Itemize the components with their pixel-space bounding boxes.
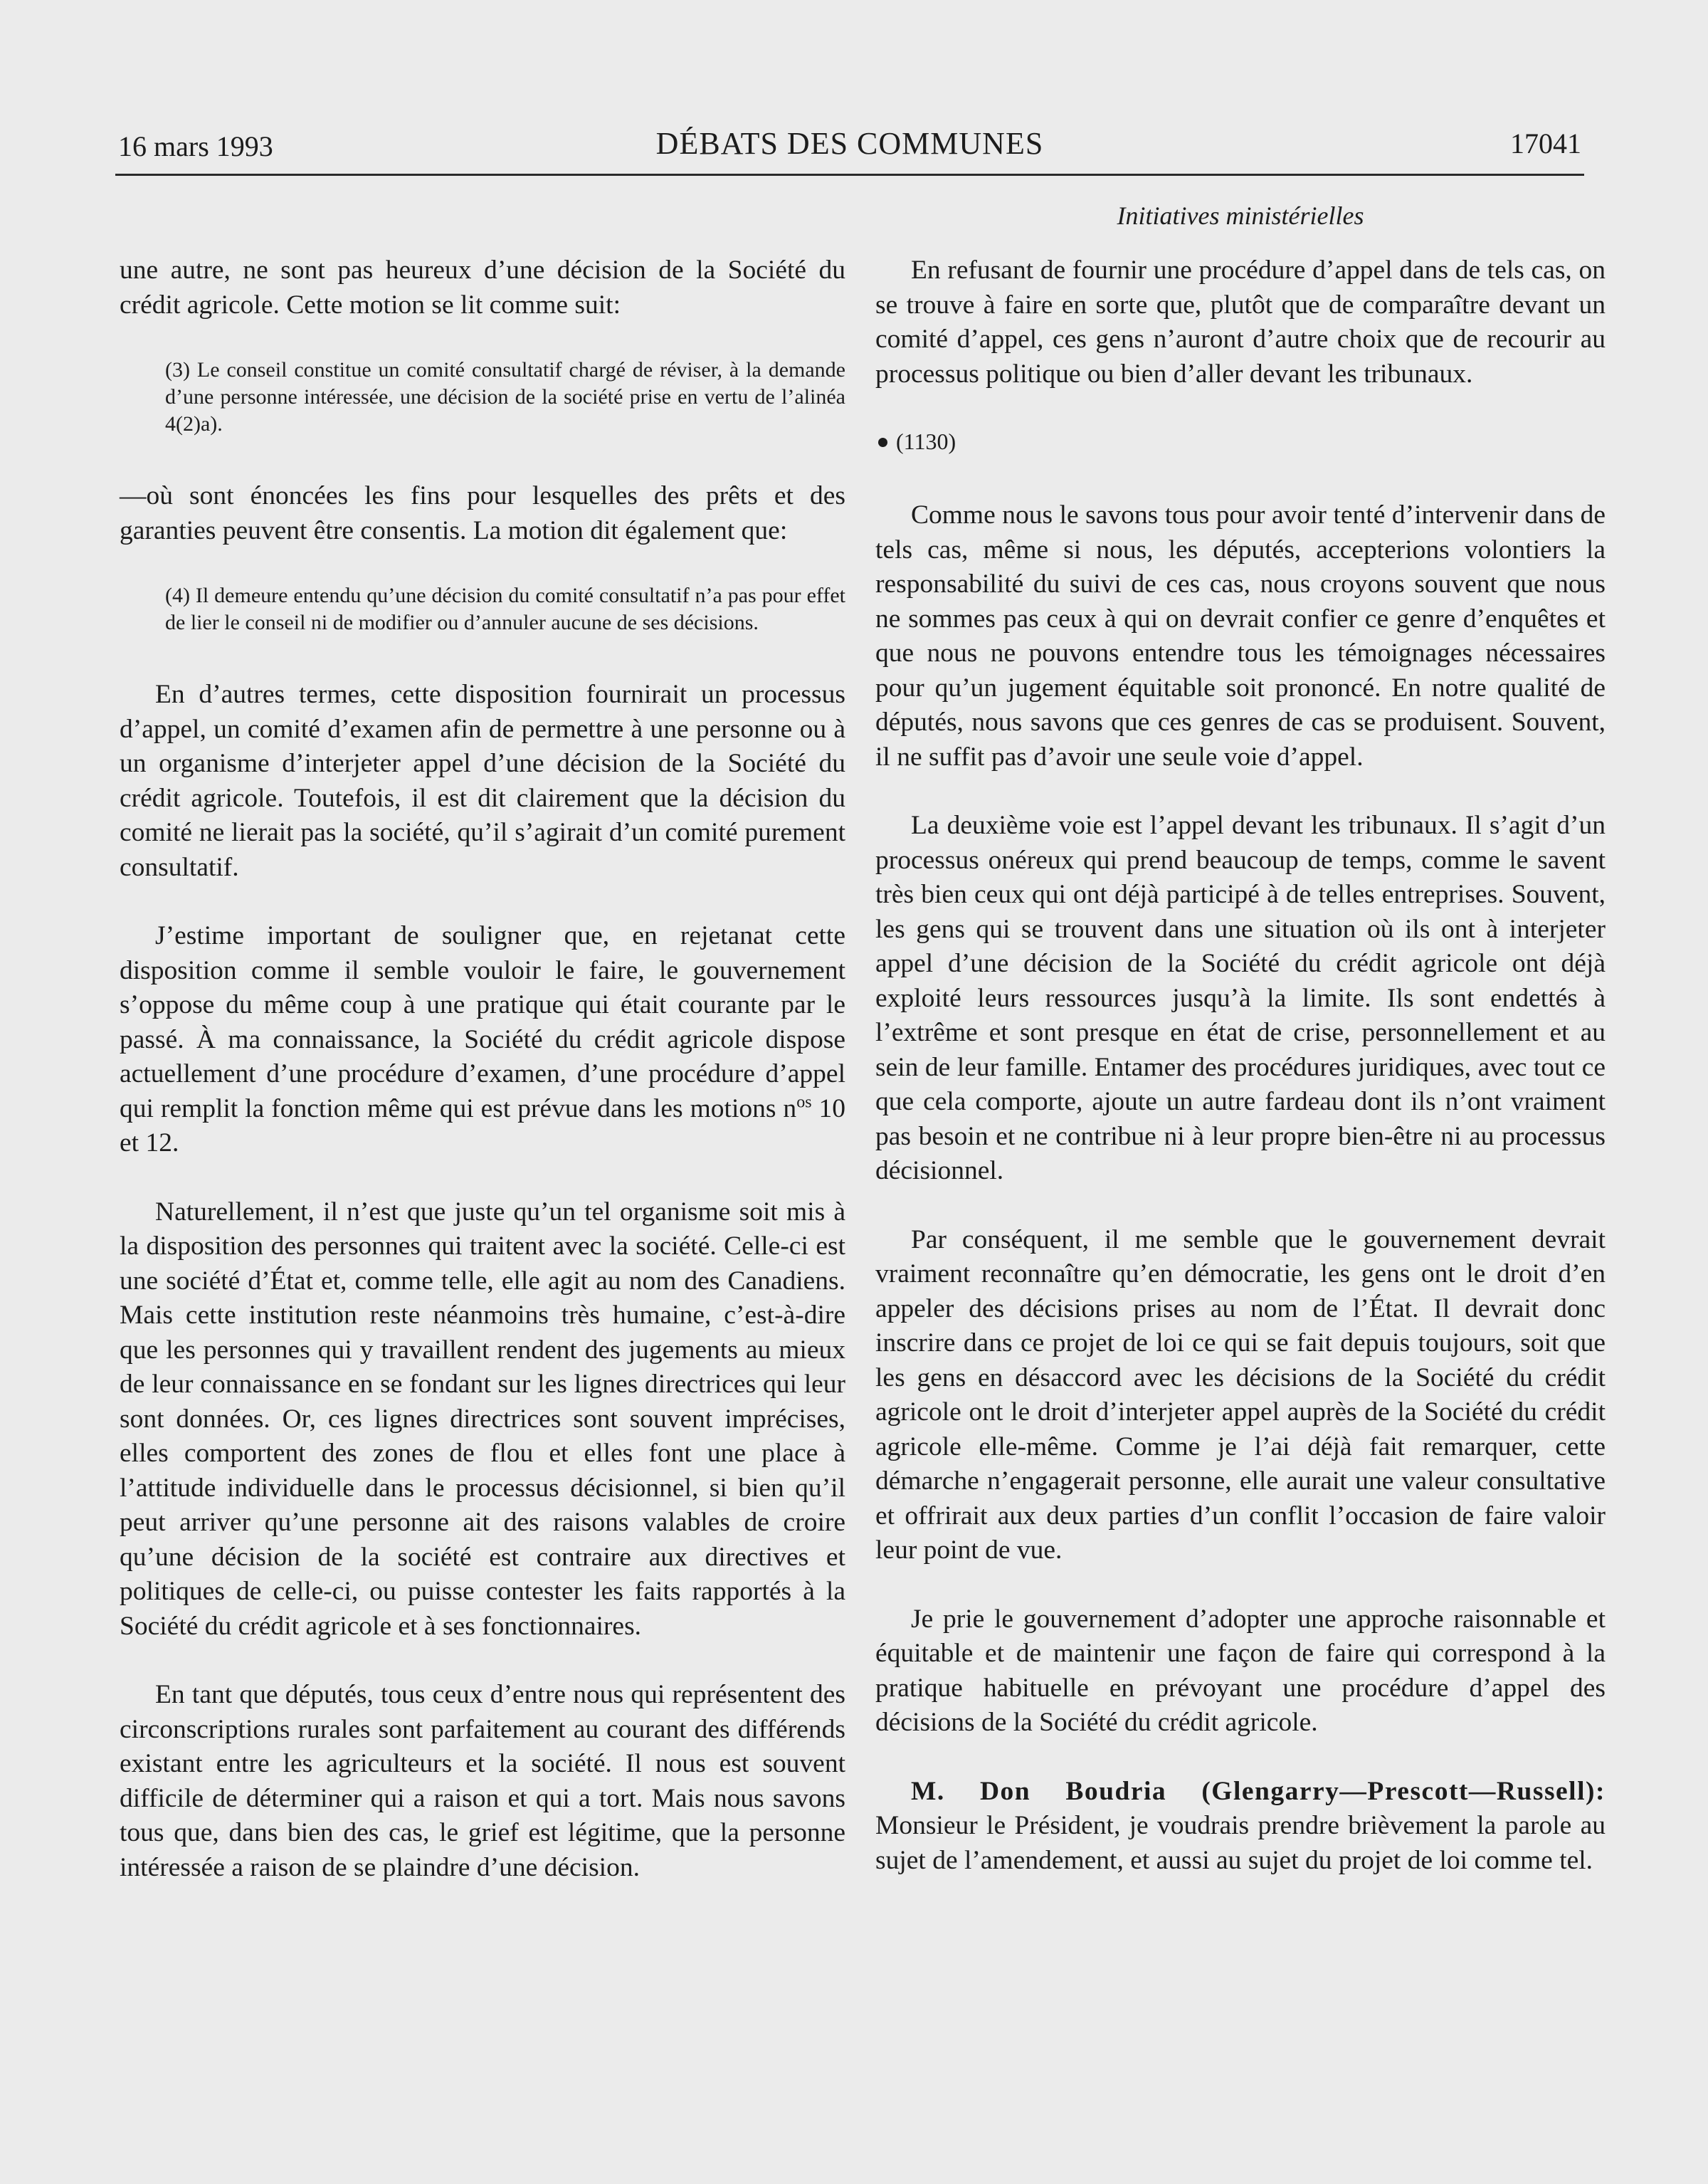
paragraph-text: 10 et 12. bbox=[120, 1093, 846, 1157]
superscript: os bbox=[796, 1093, 812, 1111]
paragraph: —où sont énoncées les fins pour lesquelles des prêts et des garanties peuvent être consentis. La motion dit également que: bbox=[120, 481, 845, 545]
paragraph: En refusant de fournir une procédure d’appel dans de tels cas, on se trouve à faire en sorte que, plutôt que de comparaître devant un comité d’appel, ces gens n’auront d’autre choix que de recourir au processus politique ou bien d’aller devant les tribunaux. bbox=[875, 256, 1606, 389]
header-title: DÉBATS DES COMMUNES bbox=[655, 126, 1044, 161]
paragraph: Par conséquent, il me semble que le gouvernement devrait vraiment reconnaître qu’en démocratie, les gens ont le droit d’en appeler des décisions prises au nom de l’État. Il devrait donc inscrire dans ce projet de loi ce qui se fait depuis toujours, soit que les gens en désaccord avec les décisions de la Société du crédit agricole ont le droit d’interjeter appel auprès de la Société du crédit agricole elle-même. Comme je l’ai déjà fait remarquer, cette démarche n’engagerait personne, elle aurait une valeur consultative et offrirait aux deux parties d’un conflit l’occasion de faire valoir leur point de vue. bbox=[875, 1224, 1606, 1565]
page-header bbox=[115, 125, 1584, 176]
paragraph-text: J’estime important de souligner que, en rejetanat cette disposition comme il semble vouloir le faire, le gouvernement s’oppose du même coup à une pratique qui était courante par le passé. À ma connaissance, la Société du crédit agricole dispose actuellement d’une procédure d’examen, d’une procédure d’appel qui remplit la fonction même qui est prévue dans les motions n bbox=[120, 921, 845, 1123]
paragraph: une autre, ne sont pas heureux d’une décision de la Société du crédit agricole. Cette motion se lit comme suit: bbox=[120, 256, 845, 320]
speaker-name: M. Don Boudria (Glengarry—Prescott—Russell): bbox=[911, 1776, 1606, 1806]
section-label: Initiatives ministérielles bbox=[1117, 201, 1364, 230]
paragraph: La deuxième voie est l’appel devant les tribunaux. Il s’agit d’un processus onéreux qui prend beaucoup de temps, comme le savent très bien ceux qui ont déjà participé à de telles entreprises. Souvent, les gens qui se trouvent dans une situation où ils ont à interjeter appel d’une décision de la Société du crédit agricole ont déjà exploité leurs ressources jusqu’à la limite. Ils sont endettés à l’extrême et sont presque en état de crise, personnellement et au sein de leur famille. Entamer des procédures juridiques, avec tout ce que cela comporte, ajoute un autre fardeau dont ils n’ont vraiment pas besoin et ne contribue ni à leur propre bien-être ni au processus décisionnel. bbox=[875, 811, 1606, 1185]
quoted-motion: (3) Le conseil constitue un comité consultatif chargé de réviser, à la demande d’une personne intéressée, une décision de la société prise en vertu de l’alinéa 4(2)a). bbox=[165, 358, 845, 436]
quoted-motion: (4) Il demeure entendu qu’une décision du comité consultatif n’a pas pour effet de lier le conseil ni de modifier ou d’annuler aucune de ses décisions. bbox=[165, 584, 845, 634]
paragraph-text: Monsieur le Président, je voudrais prendre brièvement la parole au sujet de l’amendement, et aussi au sujet du projet de loi comme tel. bbox=[875, 1811, 1606, 1875]
paragraph bbox=[120, 919, 845, 1161]
timestamp-text: (1130) bbox=[896, 429, 956, 454]
header-page-number: 17041 bbox=[1510, 127, 1581, 159]
paragraph: Comme nous le savons tous pour avoir tenté d’intervenir dans de tels cas, même si nous, les députés, accepterions volontiers la responsabilité du suivi de ces cas, nous croyons souvent que nous ne sommes pas ceux à qui on devrait confier ce genre d’enquêtes et que nous ne pouvons entendre tous les témoignages nécessaires pour qu’un jugement équitable soit prononcé. En notre qualité de députés, nous savons que ces genres de cas se produisent. Souvent, il ne suffit pas d’avoir une seule voie d’appel. bbox=[875, 500, 1606, 772]
paragraph: En tant que députés, tous ceux d’entre nous qui représentent des circonscriptions rurales sont parfaitement au courant des différends existant entre les agriculteurs et la société. Il nous est souvent difficile de déterminer qui a raison et qui a tort. Mais nous savons tous que, dans bien des cas, le grief est légitime, que la personne intéressée a raison de se plaindre d’une décision. bbox=[120, 1680, 845, 1882]
right-column bbox=[875, 253, 1606, 1912]
header-date: 16 mars 1993 bbox=[118, 130, 273, 162]
bullet-icon bbox=[878, 438, 887, 447]
timestamp bbox=[878, 427, 1606, 456]
paragraph bbox=[875, 1775, 1606, 1879]
paragraph: En d’autres termes, cette disposition fournirait un processus d’appel, un comité d’examen afin de permettre à une personne ou à un organisme d’interjeter appel d’une décision de la Société du crédit agricole. Toutefois, il est dit clairement que la décision du comité ne lierait pas la société, qu’il s’agirait d’un comité purement consultatif. bbox=[120, 680, 845, 882]
paragraph: Naturellement, il n’est que juste qu’un tel organisme soit mis à la disposition des personnes qui traitent avec la société. Celle-ci est une société d’État et, comme telle, elle agit au nom des Canadiens. Mais cette institution reste néanmoins très humaine, c’est-à-dire que les personnes qui y travaillent rendent des jugements au mieux de leur connaissance en se fondant sur les lignes directrices qui leur sont données. Or, ces lignes directrices sont souvent imprécises, elles comportent des zones de flou et elles font une place à l’attitude individuelle dans le processus décisionnel, si bien qu’il peut arriver qu’une personne ait des raisons valables de croire qu’une décision de la société est contraire aux directives et politiques de celle-ci, ou puisse contester les faits rapportés à la Société du crédit agricole et à ses fonctionnaires. bbox=[120, 1197, 845, 1641]
paragraph: Je prie le gouvernement d’adopter une approche raisonnable et équitable et de maintenir une façon de faire qui correspond à la pratique habituelle en prévoyant une procédure d’appel des décisions de la Société du crédit agricole. bbox=[875, 1604, 1606, 1737]
left-column bbox=[120, 253, 845, 1919]
